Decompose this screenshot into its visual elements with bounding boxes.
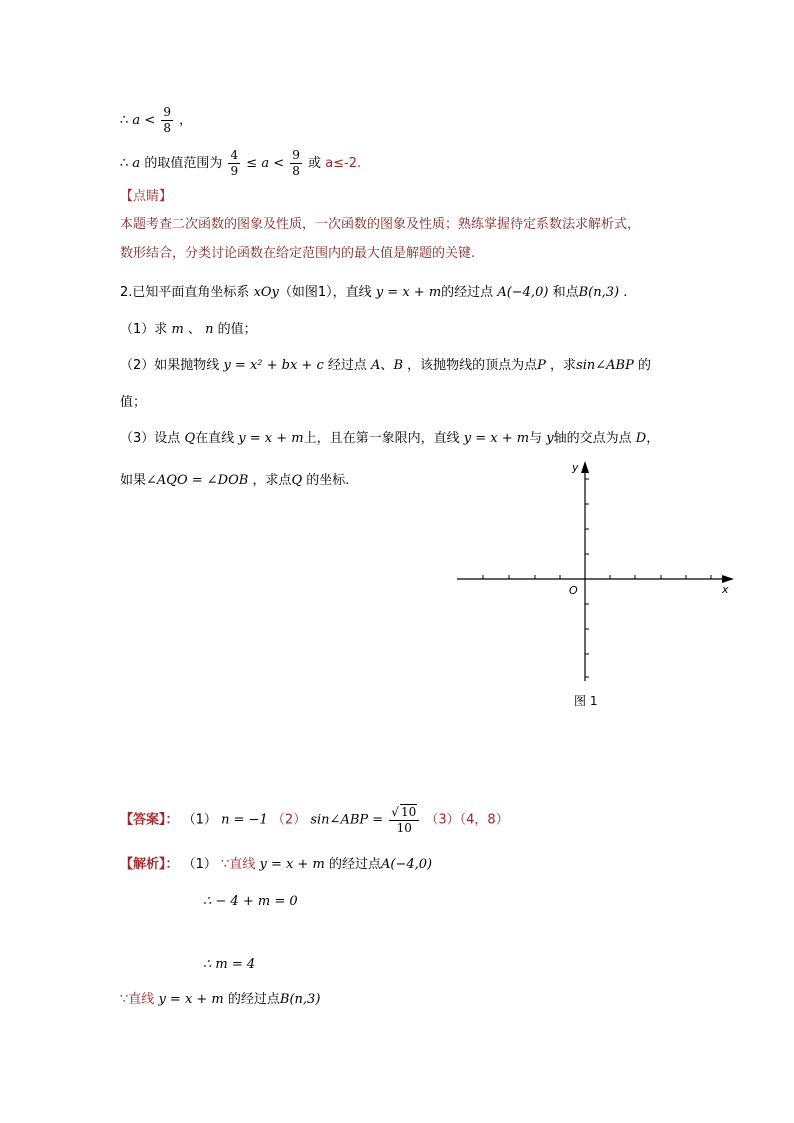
question-3-cont: 如果∠AQO = ∠DOB ，求点Q 的坐标. — [120, 473, 350, 488]
coordinate-figure — [450, 455, 740, 720]
less-than: < — [144, 113, 156, 128]
question-3: （3）设点 Q在直线 y = x + m上，且在第一象限内，直线 y = x + m与 y轴的交点为点 D， — [120, 431, 660, 446]
analysis-step-2: ∴ m = 4 — [203, 957, 256, 972]
question-1: （1）求 m 、 n 的值； — [120, 322, 257, 337]
fraction-9-8: $\frac{9}{8}$ — [163, 105, 172, 135]
question-2: （2）如果抛物线 y = x² + bx + c 经过点 A、B ，该抛物线的顶点为点P ，求sin∠ABP 的 — [120, 358, 652, 373]
therefore-symbol: ∴ — [120, 113, 129, 128]
dianjing-label: 【点睛】 — [120, 189, 173, 204]
problem-statement: 2.已知平面直角坐标系 xOy（如图1），直线 y = x + m的经过点 A(−4,0) 和点B(n,3) . — [120, 285, 628, 300]
dianjing-text-2: 数形结合，分类讨论函数在给定范围内的最大值是解题的关键. — [120, 246, 476, 261]
analysis-line-1: 【解析】： （1） ∵直线 y = x + m 的经过点A(−4,0) — [120, 857, 433, 872]
origin-label: O — [569, 584, 578, 597]
analysis-step-1: ∴ − 4 + m = 0 — [203, 894, 298, 909]
analysis-line-2: ∵直线 y = x + m 的经过点B(n,3) — [120, 992, 321, 1007]
figure-caption: 图 1 — [574, 694, 598, 708]
answer-part-3: （3）（4，8） — [425, 812, 509, 828]
fraction-sqrt10-10: $\frac{√ 10}{10}$ — [389, 804, 419, 836]
y-axis-arrow — [581, 461, 589, 473]
alt-range-text: a≤-2. — [325, 156, 362, 171]
answer-label: 【答案】： — [120, 812, 179, 828]
fraction-4-9: $\frac{4}{9}$ — [230, 148, 239, 178]
inequality-line-1: ∴ a < $\frac{9}{8}$ ， — [120, 105, 193, 135]
variable-a: a — [132, 113, 141, 128]
dianjing-text-1: 本题考查二次函数的图象及性质，一次函数的图象及性质；熟练掌握待定系数法求解析式， — [120, 217, 641, 232]
range-line: ∴ a 的取值范围为 $\frac{4}{9}$ ≤ a < $\frac{9}{8}$ 或 a≤-2. — [120, 148, 362, 178]
x-axis-label: x — [722, 583, 729, 596]
x-axis-arrow — [722, 575, 734, 583]
y-axis-label: y — [572, 461, 579, 474]
question-2-cont: 值； — [120, 395, 147, 410]
answer-line: 【答案】： （1） n = −1 （2） sin∠ABP = $\frac{√ 10}{10}$ （3）（4，8） — [120, 805, 509, 835]
fraction-9-8-b: $\frac{9}{8}$ — [292, 148, 300, 178]
analysis-label: 【解析】： — [120, 857, 179, 872]
